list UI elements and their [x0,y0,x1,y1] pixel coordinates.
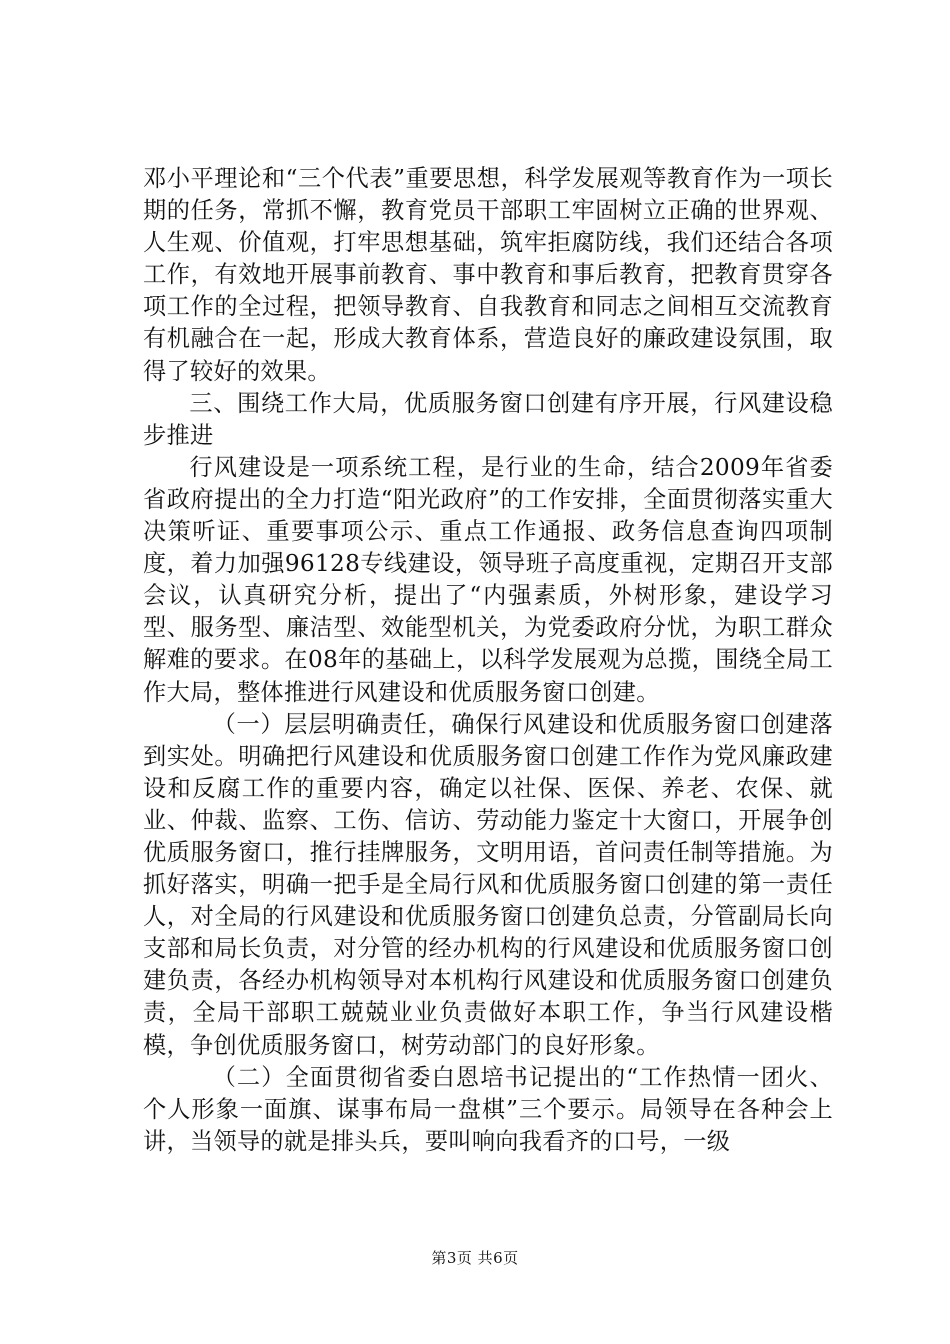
section-heading-three: 三、围绕工作大局，优质服务窗口创建有序开展，行风建设稳步推进 [143,389,833,449]
paragraph-education-continuation: 邓小平理论和“三个代表”重要思想，科学发展观等教育作为一项长期的任务，常抓不懈，教育党员干部职工牢固树立正确的世界观、人生观、价值观，打牢思想基础，筑牢拒腐防线，我们还结合各项工作，有效地开展事前教育、事中教育和事后教育，把教育贯穿各项工作的全过程，把领导教育、自我教育和同志之间相互交流教育有机融合在一起，形成大教育体系，营造良好的廉政建设氛围，取得了较好的效果。 [143,165,833,385]
paragraph-conduct-construction: 行风建设是一项系统工程，是行业的生命，结合2009年省委省政府提出的全力打造“阳光政府”的工作安排，全面贯彻落实重大决策听证、重要事项公示、重点工作通报、政务信息查询四项制度，着力加强96128专线建设，领导班子高度重视，定期召开支部会议，认真研究分析，提出了“内强素质，外树形象，建设学习型、服务型、廉洁型、效能型机关，为党委政府分忧，为职工群众解难的要求。在08年的基础上，以科学发展观为总揽，围绕全局工作大局，整体推进行风建设和优质服务窗口创建。 [143,453,833,706]
paragraph-item-two: （二）全面贯彻省委白恩培书记提出的“工作热情一团火、个人形象一面旗、谋事布局一盘棋”三个要示。局领导在各种会上讲，当领导的就是排头兵，要叫响向我看齐的口号，一级 [143,1063,833,1155]
paragraph-item-one: （一）层层明确责任，确保行风建设和优质服务窗口创建落到实处。明确把行风建设和优质服务窗口创建工作作为党风廉政建设和反腐工作的重要内容，确定以社保、医保、养老、农保、就业、仲裁、监察、工伤、信访、劳动能力鉴定十大窗口，开展争创优质服务窗口，推行挂牌服务，文明用语，首问责任制等措施。为抓好落实，明确一把手是全局行风和优质服务窗口创建的第一责任人，对全局的行风建设和优质服务窗口创建负总责，分管副局长向支部和局长负责，对分管的经办机构的行风建设和优质服务窗口创建负责，各经办机构领导对本机构行风建设和优质服务窗口创建负责，全局干部职工兢兢业业负责做好本职工作，争当行风建设楷模，争创优质服务窗口，树劳动部门的良好形象。 [143,710,833,1059]
page-number-footer: 第3页 共6页 [431,1249,519,1267]
document-body [143,163,833,1158]
